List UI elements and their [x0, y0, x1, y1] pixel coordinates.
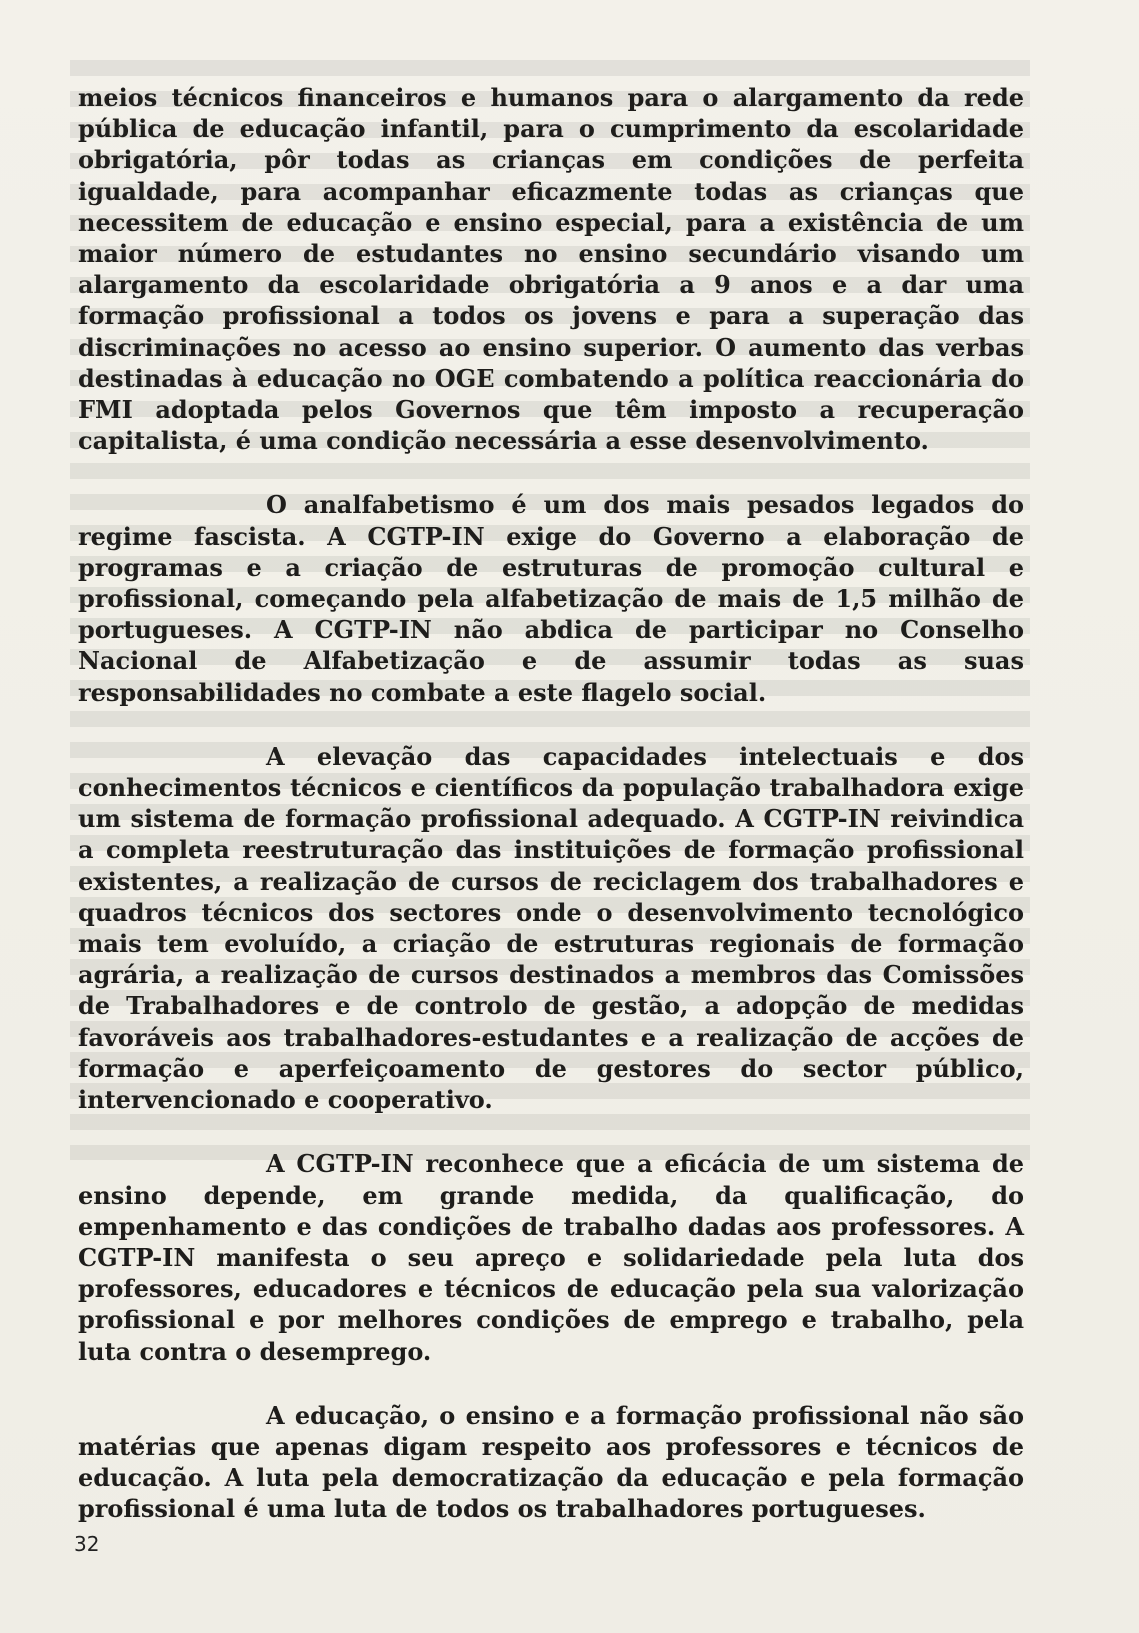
paragraph-5: A educação, o ensino e a formação profissional não são matérias que apenas digam respeito aos professores e técnicos de educação. A luta pela democratização da educação e pela formação profissional é uma luta de todos os trabalhadores portugueses.: [78, 1400, 1024, 1524]
paragraph-2: O analfabetismo é um dos mais pesados legados do regime fascista. A CGTP-IN exige do Governo a elaboração de programas e a criação de estruturas de promoção cultural e profissional, começando pela alfabetização de mais de 1,5 milhão de portugueses. A CGTP-IN não abdica de participar no Conselho Nacional de Alfabetização e de assumir todas as suas responsabilidades no combate a este flagelo social.: [78, 490, 1024, 707]
paragraph-4: A CGTP-IN reconhece que a eficácia de um sistema de ensino depende, em grande medida, da qualificação, do empenhamento e das condições de trabalho dadas aos professores. A CGTP-IN manifesta o seu apreço e solidariedade pela luta dos professores, educadores e técnicos de educação pela sua valorização profissional e por melhores condições de emprego e trabalho, pela luta contra o desemprego.: [78, 1149, 1024, 1366]
paragraph-1: meios técnicos financeiros e humanos para o alargamento da rede pública de educação infantil, para o cumprimento da escolaridade obrigatória, pôr todas as crianças em condições de perfeita igualdade, para acompanhar eficazmente todas as crianças que necessitem de educação e ensino especial, para a existência de um maior número de estudantes no ensino secundário visando um alargamento da escolaridade obrigatória a 9 anos e a dar uma formação profissional a todos os jovens e para a superação das discriminações no acesso ao ensino superior. O aumento das verbas destinadas à educação no OGE combatendo a política reaccionária do FMI adoptada pelos Governos que têm imposto a recuperação capitalista, é uma condição necessária a esse desenvolvimento.: [78, 83, 1024, 456]
paragraph-3: A elevação das capacidades intelectuais e dos conhecimentos técnicos e científicos da população trabalhadora exige um sistema de formação profissional adequado. A CGTP-IN reivindica a completa reestruturação das instituições de formação profissional existentes, a realização de cursos de reciclagem dos trabalhadores e quadros técnicos dos sectores onde o desenvolvimento tecnológico mais tem evoluído, a criação de estruturas regionais de formação agrária, a realização de cursos destinados a membros das Comissões de Trabalhadores e de controlo de gestão, a adopção de medidas favoráveis aos trabalhadores-estudantes e a realização de acções de formação e aperfeiçoamento de gestores do sector público, intervencionado e cooperativo.: [78, 741, 1024, 1115]
page-number: 32: [74, 1532, 100, 1556]
body-text: [78, 82, 1024, 1525]
